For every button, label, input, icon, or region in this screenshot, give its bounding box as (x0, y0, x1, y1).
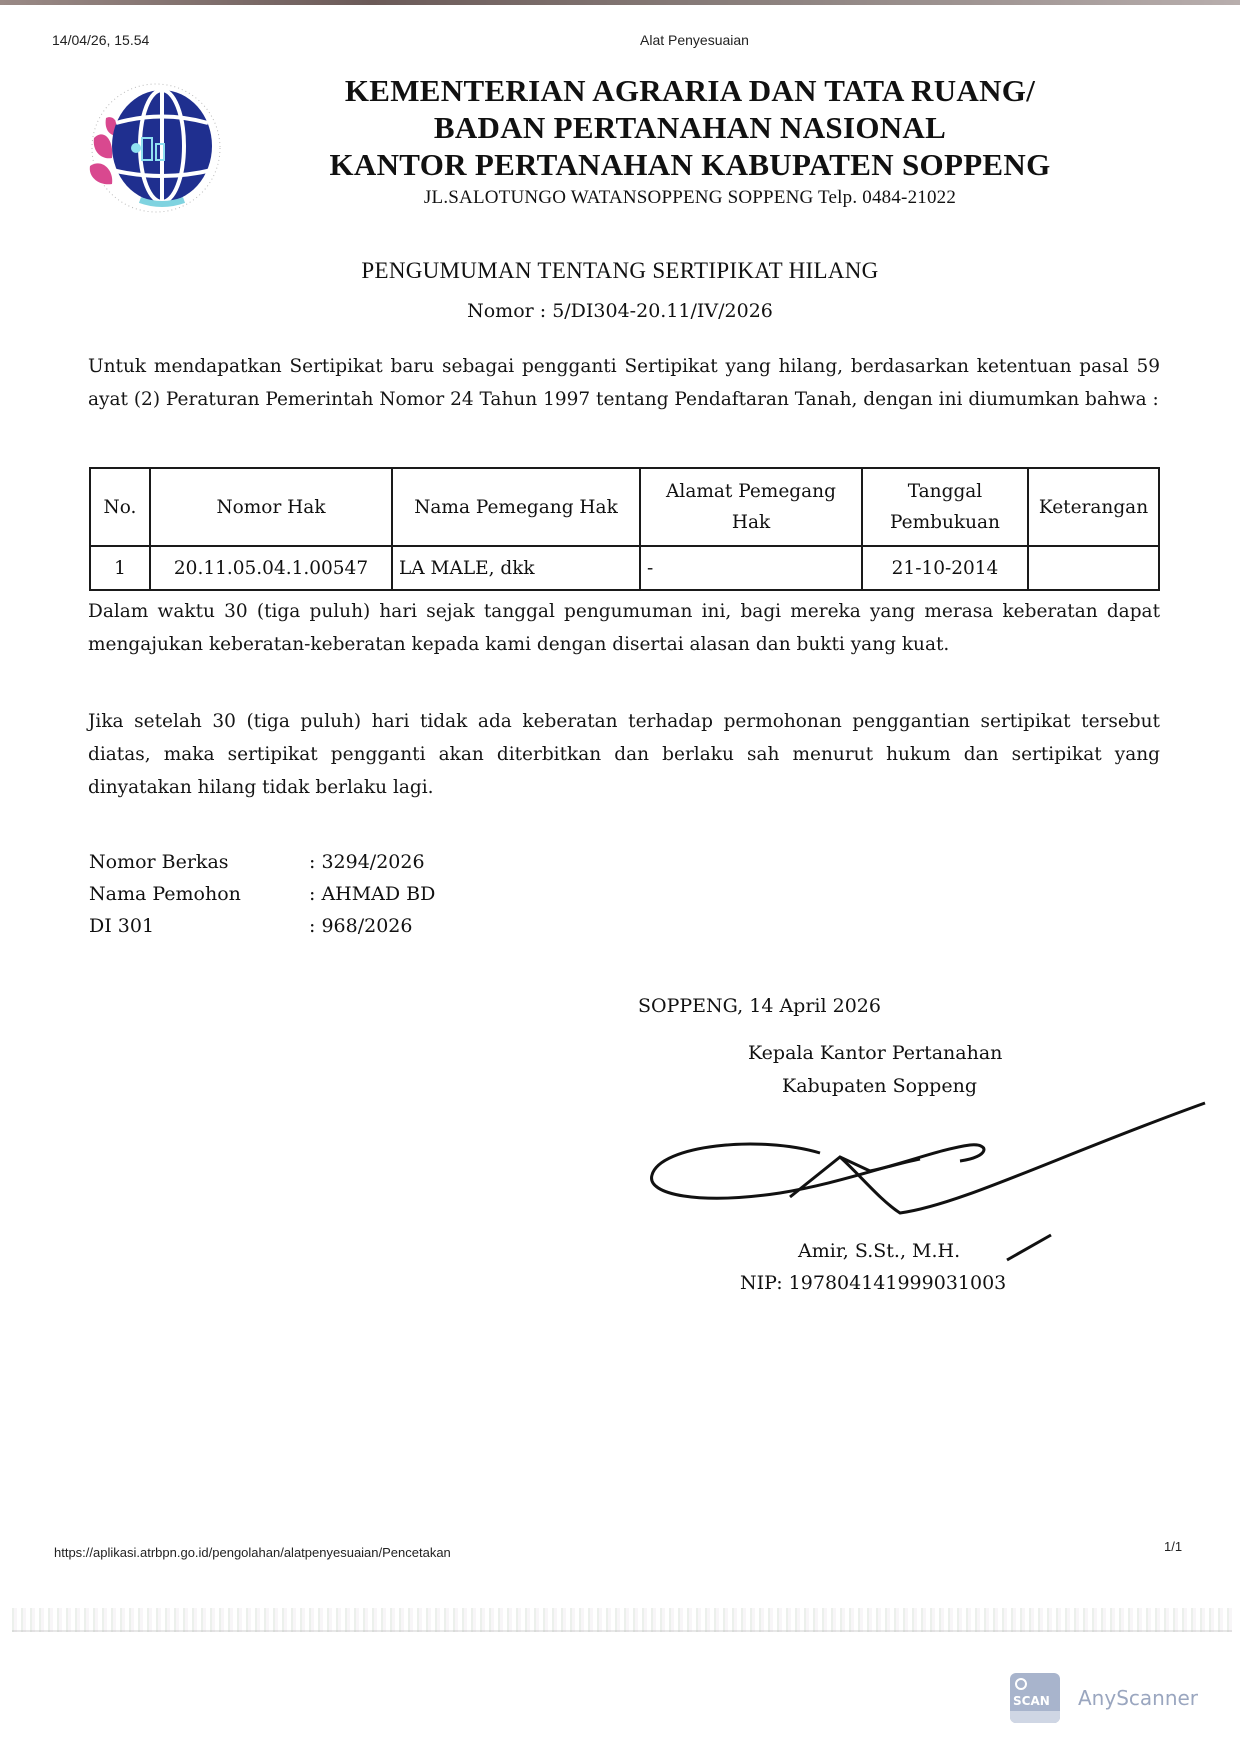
table-row (90, 546, 1159, 590)
col-header-tanggal: Tanggal Pembukuan (862, 468, 1028, 546)
meta-row (89, 910, 435, 942)
meta-label: DI 301 (89, 915, 155, 937)
meta-label: Nama Pemohon (89, 883, 241, 905)
scan-edge (0, 0, 1240, 5)
anyscanner-watermark (1010, 1673, 1198, 1723)
handwritten-signature-icon (640, 1095, 1240, 1215)
issuance-paragraph: Jika setelah 30 (tiga puluh) hari tidak ada keberatan terhadap permohonan penggantian sertipikat tersebut diatas, maka sertipikat pengganti akan diterbitkan dan berlaku sah menurut hukum dan sertipikat yang dinyatakan hilang tidak berlaku lagi. (88, 711, 1160, 798)
signatory-name: Amir, S.St., M.H. (798, 1240, 961, 1262)
letterhead-office: KANTOR PERTANAHAN KABUPATEN SOPPENG (329, 147, 1051, 182)
cell-no: 1 (90, 546, 150, 590)
letterhead-address: JL.SALOTUNGO WATANSOPPENG SOPPENG Telp. 0484-21022 (423, 187, 957, 208)
print-footer-page: 1/1 (1164, 1539, 1183, 1554)
signatory-nip: NIP: 197804141999031003 (740, 1272, 1007, 1294)
bpn-logo-icon (84, 78, 224, 220)
cell-nomor-hak: 20.11.05.04.1.00547 (150, 546, 392, 590)
intro-paragraph: Untuk mendapatkan Sertipikat baru sebagai pengganti Sertipikat yang hilang, berdasarkan ketentuan pasal 59 ayat (2) Peraturan Pemerintah Nomor 24 Tahun 1997 tentang Pendaftaran Tanah, dengan ini diumumkan bahwa : (88, 356, 1160, 410)
meta-value: : AHMAD BD (309, 883, 436, 905)
paraf-mark-icon (1005, 1232, 1055, 1264)
meta-label: Nomor Berkas (89, 851, 229, 873)
meta-row (89, 846, 435, 878)
letterhead-agency: BADAN PERTANAHAN NASIONAL (433, 110, 947, 145)
document-title: PENGUMUMAN TENTANG SERTIPIKAT HILANG (361, 258, 879, 283)
meta-value: : 968/2026 (309, 915, 413, 937)
cell-tanggal: 21-10-2014 (862, 546, 1028, 590)
meta-value: : 3294/2026 (309, 851, 425, 873)
watermark-app-name: AnyScanner (1078, 1686, 1199, 1710)
print-footer-url: https://aplikasi.atrbpn.go.id/pengolahan/alatpenyesuaian/Pencetakan (54, 1545, 451, 1560)
col-header-alamat: Alamat Pemegang Hak (640, 468, 862, 546)
objection-paragraph: Dalam waktu 30 (tiga puluh) hari sejak tanggal pengumuman ini, bagi mereka yang merasa keberatan dapat mengajukan keberatan-keberatan kepada kami dengan disertai alasan dan bukti yang kuat. (88, 601, 1160, 655)
meta-row (89, 878, 435, 910)
cell-keterangan (1028, 546, 1159, 590)
cell-nama: LA MALE, dkk (392, 546, 640, 590)
signatory-position-1: Kepala Kantor Pertanahan (748, 1042, 1003, 1064)
cell-alamat: - (640, 546, 862, 590)
col-header-nama: Nama Pemegang Hak (392, 468, 640, 546)
place-date: SOPPENG, 14 April 2026 (638, 995, 881, 1017)
scan-noise-band (12, 1608, 1232, 1632)
letterhead-ministry: KEMENTERIAN AGRARIA DAN TATA RUANG/ (344, 73, 1036, 108)
print-datetime: 14/04/26, 15.54 (52, 32, 150, 48)
col-header-nomor-hak: Nomor Hak (150, 468, 392, 546)
table-header-row (90, 468, 1159, 546)
letterhead (280, 72, 1100, 209)
file-meta (89, 846, 435, 942)
col-header-keterangan: Keterangan (1028, 468, 1159, 546)
print-page-title: Alat Penyesuaian (640, 32, 749, 48)
col-header-no: No. (90, 468, 150, 546)
scan-badge-icon: SCAN (1010, 1673, 1060, 1723)
signatory-position-2: Kabupaten Soppeng (782, 1075, 977, 1097)
lost-certificate-table (89, 467, 1160, 591)
document-number: Nomor : 5/DI304-20.11/IV/2026 (467, 300, 773, 322)
